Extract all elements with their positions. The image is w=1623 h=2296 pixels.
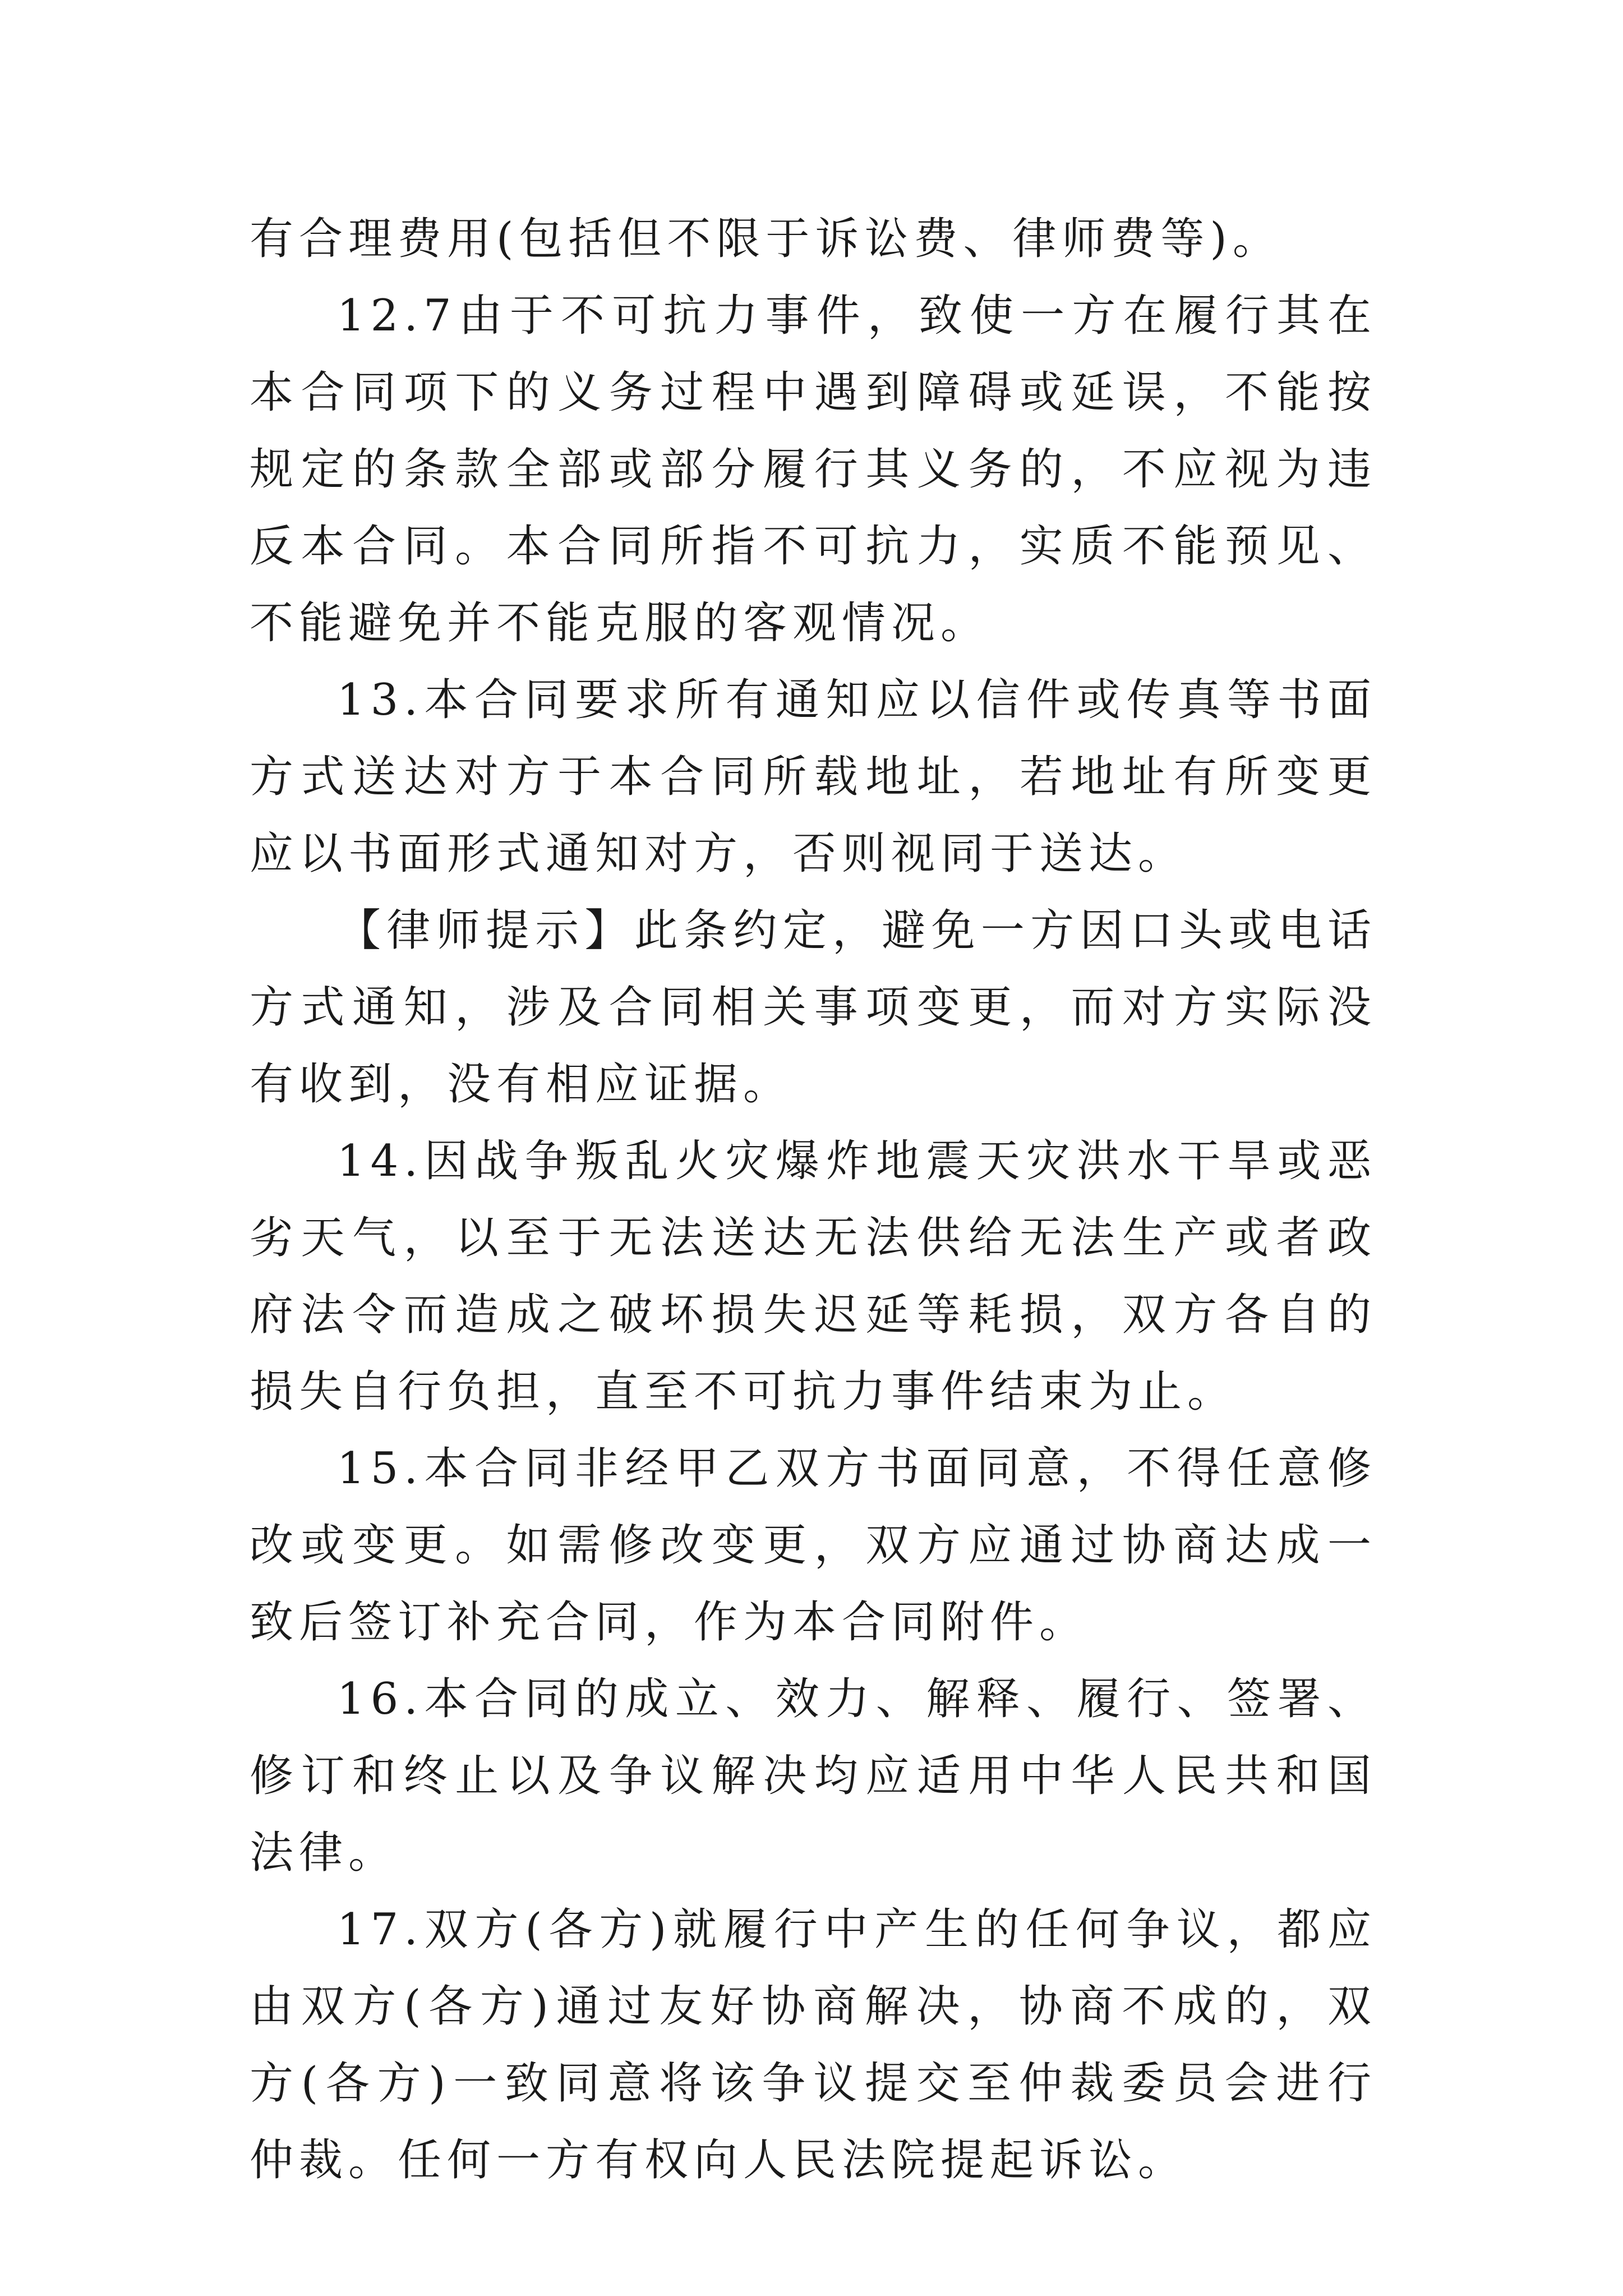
paragraph-clause-16: 16.本合同的成立、效力、解释、履行、签署、修订和终止以及争议解决均应适用中华人民共和国法律。 xyxy=(250,1674,1377,1878)
paragraph-clause-12-7: 12.7由于不可抗力事件，致使一方在履行其在本合同项下的义务过程中遇到障碍或延误，不能按规定的条款全部或部分履行其义务的，不应视为违反本合同。本合同所指不可抗力，实质不能预见、不能避免并不能克服的客观情况。 xyxy=(250,291,1377,648)
paragraph-clause-13: 13.本合同要求所有通知应以信件或传真等书面方式送达对方于本合同所载地址，若地址有所变更应以书面形式通知对方，否则视同于送达。 xyxy=(250,675,1377,879)
paragraph-clause-15: 15.本合同非经甲乙双方书面同意，不得任意修改或变更。如需修改变更，双方应通过协商达成一致后签订补充合同，作为本合同附件。 xyxy=(250,1443,1377,1648)
contract-text xyxy=(250,201,1377,2199)
paragraph-lawyer-tip: 【律师提示】此条约定，避免一方因口头或电话方式通知，涉及合同相关事项变更，而对方实际没有收到，没有相应证据。 xyxy=(250,905,1377,1110)
paragraph-continuation: 有合理费用(包括但不限于诉讼费、律师费等)。 xyxy=(250,214,1282,264)
paragraph-clause-17: 17.双方(各方)就履行中产生的任何争议，都应由双方(各方)通过友好协商解决，协商不成的，双方(各方)一致同意将该争议提交至仲裁委员会进行仲裁。任何一方有权向人民法院提起诉讼。 xyxy=(250,1904,1377,2185)
paragraph-clause-14: 14.因战争叛乱火灾爆炸地震天灾洪水干旱或恶劣天气，以至于无法送达无法供给无法生产或者政府法令而造成之破坏损失迟延等耗损，双方各自的损失自行负担，直至不可抗力事件结束为止。 xyxy=(250,1136,1377,1417)
